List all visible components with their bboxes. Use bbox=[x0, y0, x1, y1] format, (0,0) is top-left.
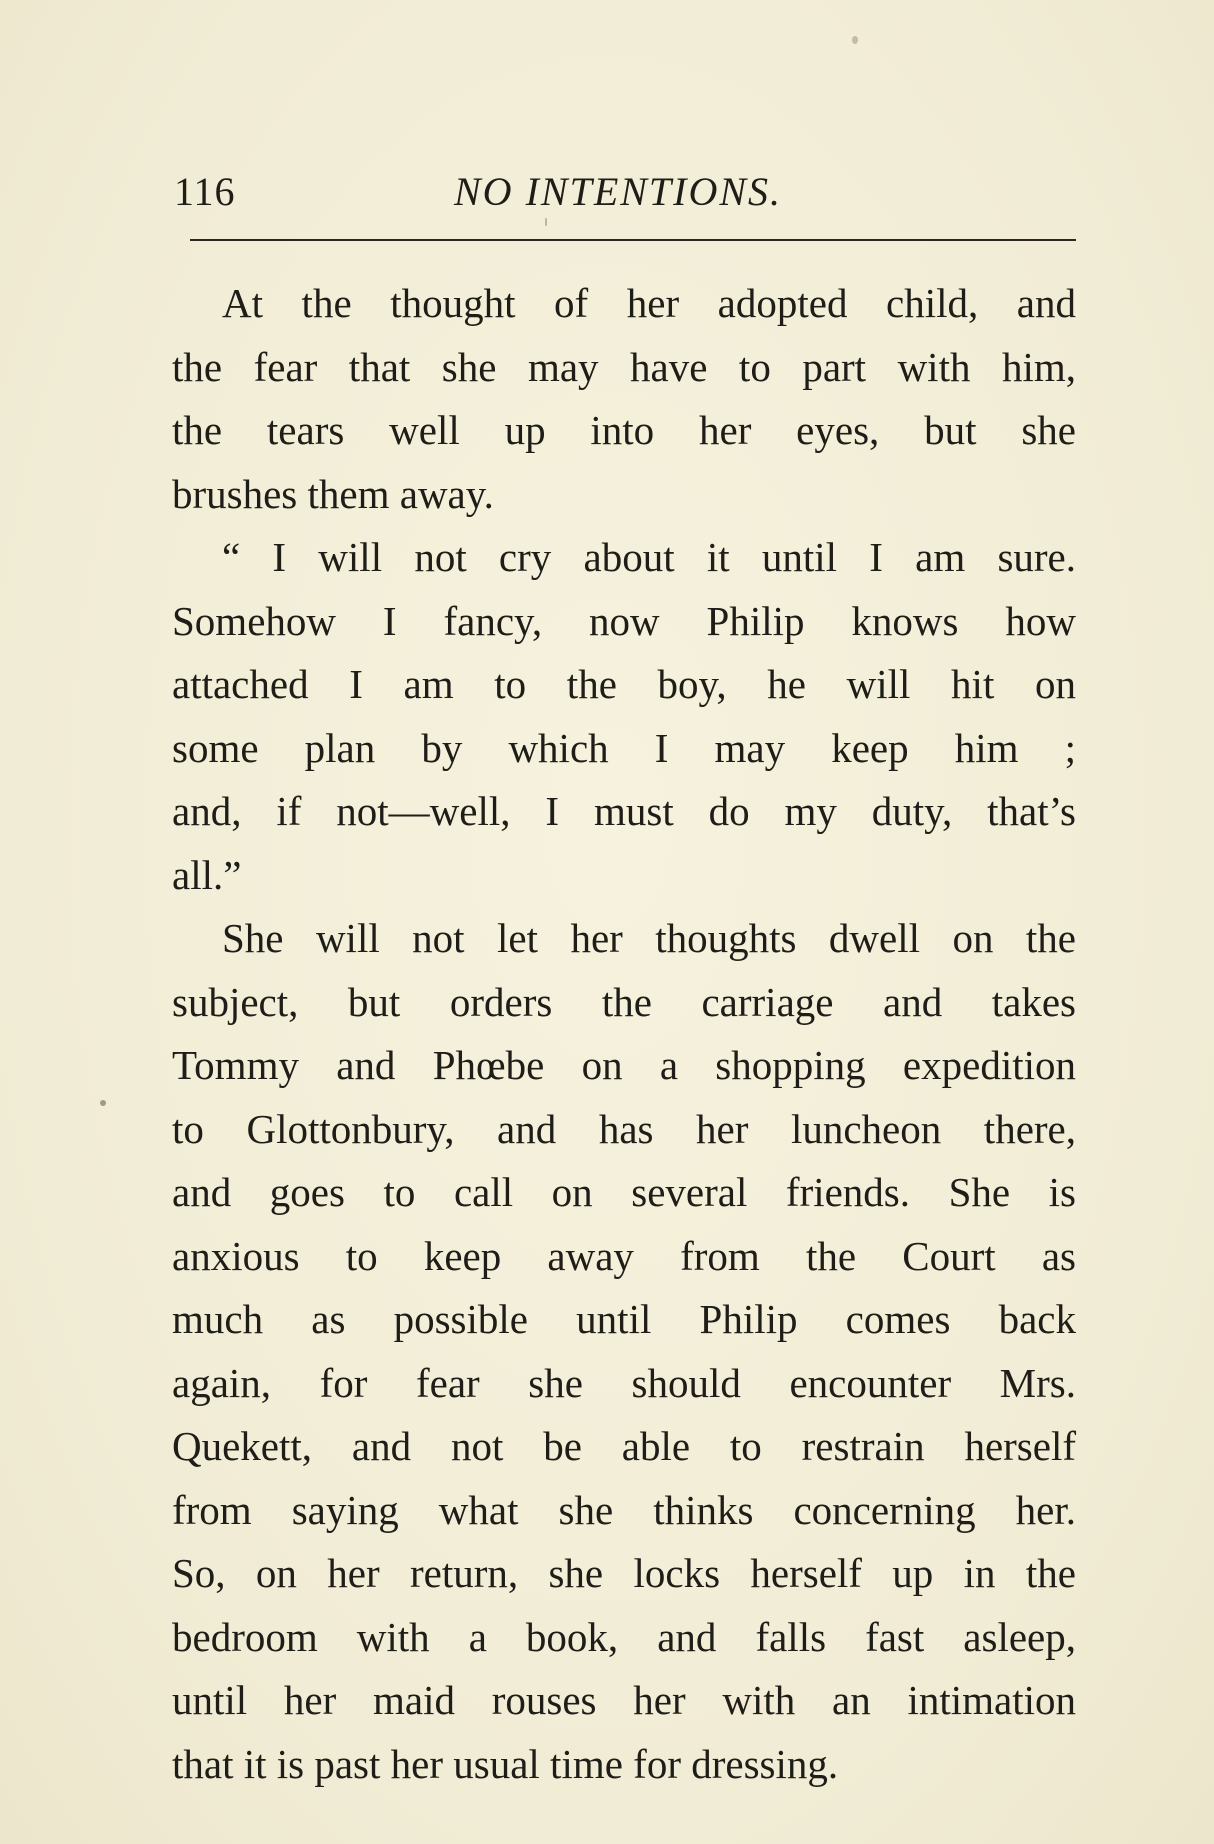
text-line: all.” bbox=[172, 851, 242, 898]
text-line: to Glottonbury, and has her luncheon there, bbox=[172, 1105, 1076, 1152]
text-line: much as possible until Philip comes back bbox=[172, 1296, 1076, 1342]
text-line: the fear that she may have to part with him, bbox=[172, 343, 1076, 390]
ink-speck bbox=[100, 1100, 106, 1106]
text-line: Tommy and Phœbe on a shopping expedition bbox=[172, 1042, 1076, 1088]
ink-speck bbox=[852, 36, 858, 44]
text-line: that it is past her usual time for dressing. bbox=[172, 1740, 839, 1787]
header-rule bbox=[190, 239, 1076, 241]
text-line: Somehow I fancy, now Philip knows how bbox=[172, 597, 1076, 644]
text-line: Quekett, and not be able to restrain herself bbox=[172, 1423, 1076, 1469]
text-line: She will not let her thoughts dwell on the bbox=[222, 915, 1076, 961]
text-line: brushes them away. bbox=[172, 470, 494, 517]
text-line: bedroom with a book, and falls fast asleep, bbox=[172, 1613, 1076, 1660]
page-number: 116 bbox=[174, 169, 236, 214]
text-line: At the thought of her adopted child, and bbox=[222, 280, 1076, 326]
text-line: the tears well up into her eyes, but she bbox=[172, 407, 1076, 453]
text-line: until her maid rouses her with an intimation bbox=[172, 1677, 1076, 1723]
running-head bbox=[174, 160, 1076, 220]
text-line: again, for fear she should encounter Mrs. bbox=[172, 1359, 1076, 1406]
text-line: anxious to keep away from the Court as bbox=[172, 1232, 1076, 1279]
text-line: and, if not—well, I must do my duty, that’s bbox=[172, 788, 1076, 834]
ink-speck bbox=[545, 218, 547, 226]
text-line: and goes to call on several friends. She is bbox=[172, 1169, 1076, 1215]
text-line: some plan by which I may keep him ; bbox=[172, 724, 1076, 771]
text-line: So, on her return, she locks herself up in the bbox=[172, 1550, 1076, 1596]
body-text bbox=[172, 272, 1076, 1796]
text-line: from saying what she thinks concerning her. bbox=[172, 1486, 1076, 1533]
text-line: subject, but orders the carriage and takes bbox=[172, 978, 1076, 1025]
text-line: attached I am to the boy, he will hit on bbox=[172, 661, 1076, 707]
text-line: “ I will not cry about it until I am sure. bbox=[222, 534, 1076, 580]
running-title: NO INTENTIONS. bbox=[454, 169, 783, 214]
